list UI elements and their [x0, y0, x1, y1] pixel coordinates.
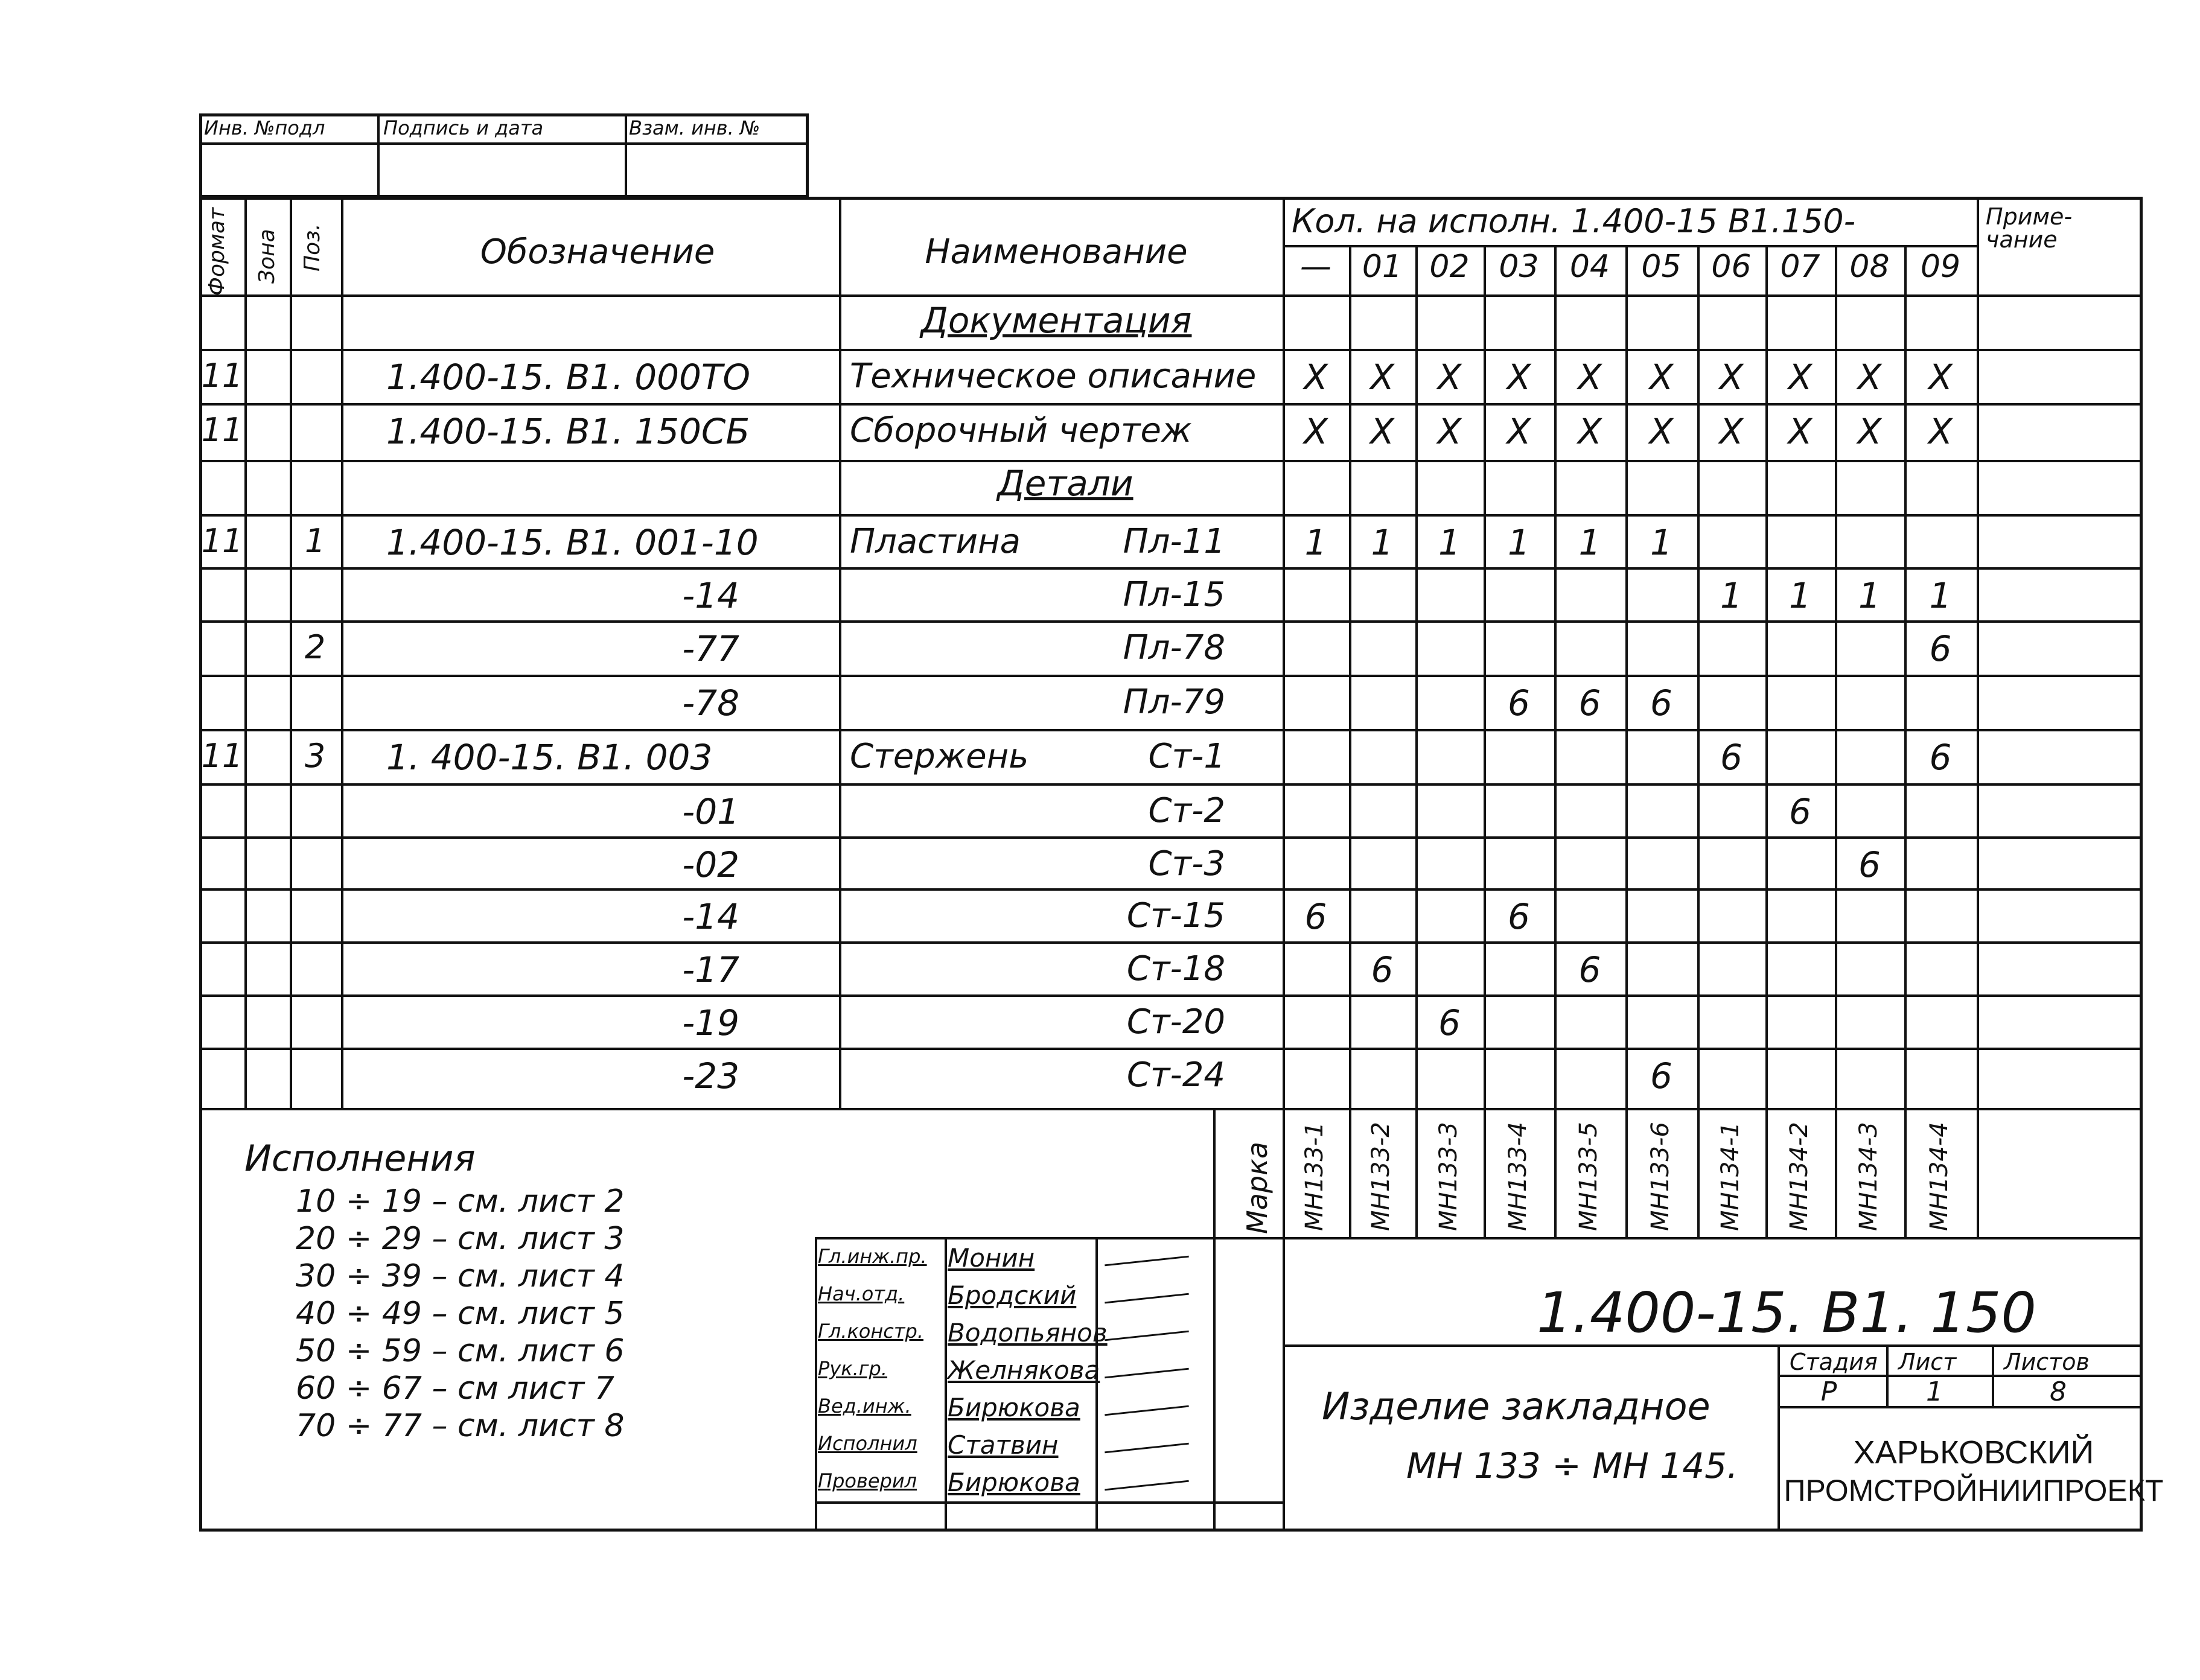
grid-vline — [1765, 1108, 1768, 1237]
variant-header: 09 — [1920, 249, 1961, 285]
header-note: Приме-чание — [1986, 203, 2073, 253]
row-name: Сборочный чертеж — [850, 411, 1192, 450]
row-qty: 6 — [1578, 949, 1601, 990]
row-designation: -02 — [682, 844, 739, 885]
variant-header: 01 — [1362, 249, 1403, 285]
grid-hline — [199, 888, 2143, 891]
row-qty: X — [1578, 357, 1602, 398]
execution-line: 70 ÷ 77 – см. лист 8 — [296, 1408, 625, 1444]
product-name-line2: МН 133 ÷ МН 145. — [1406, 1445, 1738, 1486]
variant-header: 02 — [1429, 249, 1470, 285]
row-designation: -14 — [682, 575, 739, 616]
grid-hline — [199, 783, 2143, 786]
row-qty: X — [1304, 357, 1328, 398]
grid-hline — [199, 675, 2143, 677]
mark-value: МН134-4 — [1925, 1122, 1953, 1231]
grid-vline — [1904, 1108, 1907, 1237]
row-qty: 6 — [1508, 682, 1530, 724]
section-details: Детали — [997, 463, 1133, 504]
row-qty: 1 — [1371, 522, 1394, 563]
row-mark: Пл-11 — [1123, 522, 1225, 561]
row-designation: -14 — [682, 896, 739, 937]
grid-vline — [1554, 1108, 1557, 1237]
header-zone: Зона — [255, 229, 279, 284]
variant-header: — — [1300, 249, 1331, 285]
signature-role: Гл.инж.пр. — [818, 1245, 927, 1268]
sheet-label: Лист — [1898, 1349, 1957, 1375]
signature-role: Гл.констр. — [818, 1320, 923, 1343]
grid-hline — [199, 941, 2143, 944]
header-name: Наименование — [925, 232, 1188, 272]
row-designation: 1.400-15. В1. 150СБ — [386, 411, 750, 452]
variant-header: 06 — [1711, 249, 1752, 285]
grid-vline — [1697, 245, 1700, 1108]
row-designation: 1.400-15. В1. 000ТО — [386, 357, 750, 398]
signature-name: Монин — [948, 1243, 1035, 1273]
row-qty: X — [1437, 411, 1462, 452]
row-qty: 1 — [1789, 575, 1811, 616]
row-qty: X — [1649, 357, 1674, 398]
row-format: 11 — [201, 737, 243, 775]
row-qty: X — [1928, 357, 1953, 398]
grid-vline — [1415, 1108, 1418, 1237]
grid-hline — [199, 1048, 2143, 1050]
row-qty: X — [1719, 411, 1744, 452]
grid-vline — [1213, 1108, 1216, 1532]
row-qty: 6 — [1650, 682, 1672, 724]
variant-header: 07 — [1780, 249, 1820, 285]
row-qty: 6 — [1578, 682, 1601, 724]
row-qty: 6 — [1789, 791, 1811, 832]
row-mark: Ст-20 — [1126, 1002, 1225, 1042]
marks-label: Марка — [1241, 1141, 1274, 1234]
grid-hline — [199, 403, 2143, 406]
row-qty: 1 — [1578, 522, 1601, 563]
mark-value: МН134-3 — [1854, 1122, 1883, 1231]
grid-hline — [199, 514, 2143, 517]
product-name-line1: Изделие закладное — [1322, 1384, 1711, 1428]
signature-name: Бирюкова — [948, 1468, 1080, 1497]
stage-label: Стадия — [1790, 1349, 1878, 1375]
row-designation: -23 — [682, 1055, 739, 1096]
row-designation: 1.400-15. В1. 001-10 — [386, 522, 759, 563]
row-qty: X — [1578, 411, 1602, 452]
stamp-header-replace: Взам. инв. № — [629, 116, 760, 139]
row-qty: 1 — [1650, 522, 1672, 563]
row-name: Пластина — [850, 522, 1021, 561]
row-format: 11 — [201, 357, 243, 395]
row-designation: -17 — [682, 949, 739, 990]
row-qty: X — [1788, 357, 1813, 398]
grid-hline — [199, 1108, 2143, 1110]
row-designation: -01 — [682, 791, 739, 832]
grid-hline — [1213, 1237, 2143, 1239]
row-mark: Ст-3 — [1148, 844, 1225, 883]
grid-vline — [1886, 1344, 1889, 1406]
grid-vline — [1904, 245, 1907, 1108]
header-format: Формат — [205, 207, 229, 296]
row-qty: 6 — [1304, 896, 1327, 937]
row-mark: Пл-78 — [1123, 628, 1225, 667]
grid-vline — [1977, 1108, 1979, 1237]
grid-vline — [839, 197, 841, 1108]
row-pos: 3 — [304, 737, 326, 775]
sheet-value: 1 — [1926, 1376, 1943, 1407]
grid-hline — [199, 294, 2143, 297]
mark-value: МН133-2 — [1367, 1122, 1395, 1231]
grid-hline — [815, 1501, 1283, 1504]
row-mark: Ст-2 — [1148, 791, 1225, 830]
row-qty: X — [1507, 411, 1531, 452]
row-qty: X — [1649, 411, 1674, 452]
grid-vline — [1625, 1108, 1628, 1237]
doc-code: 1.400-15. В1. 150 — [1537, 1281, 2036, 1345]
mark-value: МН133-4 — [1503, 1122, 1532, 1231]
executions-title: Исполнения — [244, 1138, 476, 1180]
grid-vline — [1554, 245, 1557, 1108]
variant-header: 04 — [1569, 249, 1610, 285]
grid-vline — [1415, 245, 1418, 1108]
variant-header: 05 — [1641, 249, 1682, 285]
org-name-line1: ХАРЬКОВСКИЙ — [1853, 1434, 2094, 1471]
signature-name: Статвин — [948, 1430, 1059, 1460]
row-qty: 1 — [1438, 522, 1461, 563]
row-mark: Ст-15 — [1126, 896, 1225, 935]
row-qty: 6 — [1929, 628, 1952, 669]
row-qty: 6 — [1371, 949, 1394, 990]
stamp-header-sign: Подпись и дата — [383, 116, 544, 139]
mark-value: МН133-6 — [1646, 1122, 1674, 1231]
row-qty: X — [1788, 411, 1813, 452]
execution-line: 30 ÷ 39 – см. лист 4 — [296, 1258, 625, 1294]
grid-hline — [199, 567, 2143, 570]
execution-line: 50 ÷ 59 – см. лист 6 — [296, 1333, 625, 1369]
header-designation: Обозначение — [480, 232, 715, 272]
grid-vline — [1283, 1108, 1285, 1237]
grid-vline — [1484, 1108, 1486, 1237]
variant-header: 03 — [1499, 249, 1539, 285]
signature-name: Желнякова — [948, 1355, 1100, 1385]
mark-value: МН133-1 — [1301, 1122, 1328, 1231]
row-pos: 2 — [304, 628, 326, 666]
grid-vline — [244, 197, 247, 1108]
row-format: 11 — [201, 411, 243, 449]
row-qty: 1 — [1304, 522, 1327, 563]
signature-role: Исполнил — [818, 1432, 917, 1455]
signature-name: Водопьянов — [948, 1318, 1108, 1348]
grid-vline — [341, 197, 343, 1108]
row-qty: 6 — [1650, 1055, 1672, 1096]
grid-vline — [945, 1237, 947, 1532]
grid-hline — [1283, 245, 1977, 247]
mark-value: МН133-5 — [1575, 1122, 1602, 1231]
row-qty: X — [1437, 357, 1462, 398]
org-name-line2: ПРОМСТРОЙНИИПРОЕКТ — [1784, 1474, 2164, 1507]
grid-vline — [1835, 245, 1837, 1108]
stage-value: Р — [1820, 1376, 1837, 1407]
sheets-value: 8 — [2050, 1376, 2067, 1407]
grid-hline — [199, 620, 2143, 623]
mark-value: МН134-1 — [1716, 1122, 1744, 1231]
grid-vline — [1835, 1108, 1837, 1237]
header-pos: Поз. — [300, 223, 325, 272]
row-qty: 6 — [1858, 844, 1881, 885]
row-qty: X — [1928, 411, 1953, 452]
header-qty-title: Кол. на исполн. 1.400-15 В1.150- — [1292, 202, 1856, 240]
grid-hline — [199, 729, 2143, 731]
grid-hline — [199, 836, 2143, 839]
row-qty: 6 — [1720, 737, 1742, 778]
row-designation: -19 — [682, 1002, 739, 1043]
grid-vline — [1349, 245, 1351, 1108]
row-designation: 1. 400-15. В1. 003 — [386, 737, 713, 778]
execution-line: 40 ÷ 49 – см. лист 5 — [296, 1296, 625, 1332]
row-qty: 6 — [1438, 1002, 1461, 1043]
row-mark: Ст-24 — [1126, 1055, 1225, 1095]
grid-vline — [1349, 1108, 1351, 1237]
grid-vline — [815, 1237, 817, 1532]
top-stamp-col1 — [377, 113, 380, 198]
grid-vline — [1283, 197, 1285, 1108]
grid-vline — [1977, 197, 1979, 1108]
signature-role: Проверил — [818, 1469, 917, 1492]
row-qty: X — [1304, 411, 1328, 452]
row-mark: Ст-1 — [1148, 737, 1225, 776]
row-name: Техническое описание — [850, 357, 1257, 396]
signature-name: Бирюкова — [948, 1393, 1080, 1422]
row-format: 11 — [201, 522, 243, 560]
top-stamp-divider — [199, 142, 809, 145]
grid-vline — [1778, 1344, 1780, 1532]
top-stamp-col2 — [625, 113, 627, 198]
signature-role: Нач.отд. — [818, 1282, 905, 1305]
row-qty: X — [1857, 411, 1882, 452]
grid-vline — [1992, 1344, 1994, 1406]
row-name: Стержень — [850, 737, 1029, 776]
execution-line: 20 ÷ 29 – см. лист 3 — [296, 1221, 625, 1257]
variant-header: 08 — [1849, 249, 1890, 285]
row-qty: 6 — [1508, 896, 1530, 937]
row-mark: Ст-18 — [1126, 949, 1225, 988]
grid-hline — [199, 349, 2143, 351]
grid-vline — [290, 197, 292, 1108]
row-qty: 1 — [1720, 575, 1742, 616]
row-qty: 1 — [1858, 575, 1881, 616]
mark-value: МН133-3 — [1434, 1122, 1462, 1231]
row-qty: 1 — [1508, 522, 1530, 563]
row-qty: X — [1507, 357, 1531, 398]
row-mark: Пл-15 — [1123, 575, 1225, 614]
grid-vline — [1484, 245, 1486, 1108]
grid-hline — [815, 1237, 1283, 1239]
grid-vline — [1697, 1108, 1700, 1237]
row-qty: X — [1370, 357, 1394, 398]
row-qty: X — [1370, 411, 1394, 452]
row-pos: 1 — [304, 522, 326, 560]
mark-value: МН134-2 — [1785, 1122, 1813, 1231]
signature-name: Бродский — [948, 1281, 1077, 1310]
grid-hline — [199, 460, 2143, 462]
row-qty: 6 — [1929, 737, 1952, 778]
grid-vline — [1283, 1237, 1285, 1532]
stamp-header-inv: Инв. №подл — [204, 116, 325, 139]
row-qty: 1 — [1929, 575, 1952, 616]
grid-vline — [1765, 245, 1768, 1108]
execution-line: 10 ÷ 19 – см. лист 2 — [296, 1183, 625, 1220]
signature-role: Вед.инж. — [818, 1395, 911, 1418]
grid-hline — [199, 994, 2143, 997]
row-mark: Пл-79 — [1123, 682, 1225, 722]
row-designation: -77 — [682, 628, 739, 669]
section-documentation: Документация — [920, 300, 1192, 341]
signature-role: Рук.гр. — [818, 1357, 888, 1380]
grid-vline — [1625, 245, 1628, 1108]
execution-line: 60 ÷ 67 – см лист 7 — [296, 1370, 614, 1407]
row-qty: X — [1719, 357, 1744, 398]
row-designation: -78 — [682, 682, 739, 724]
sheets-label: Листов — [2004, 1349, 2090, 1375]
row-qty: X — [1857, 357, 1882, 398]
